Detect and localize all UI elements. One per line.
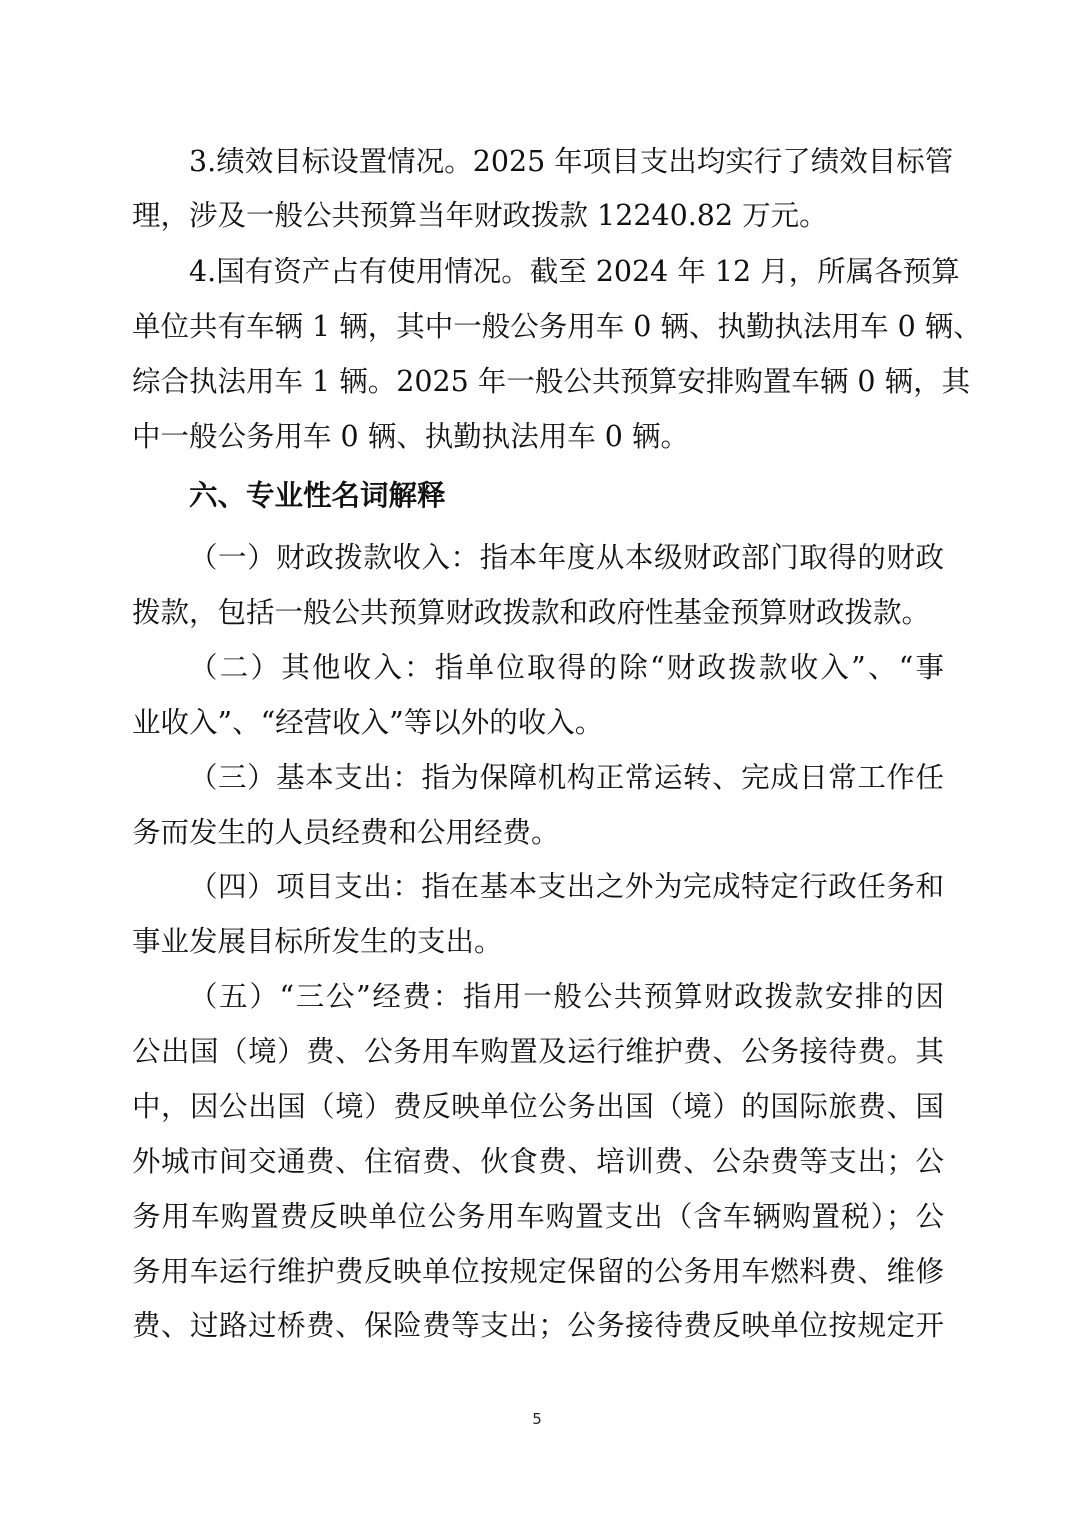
paragraph-line: （四）项目支出：指在基本支出之外为完成特定行政任务和 — [189, 870, 944, 903]
paragraph-line: 拨款，包括一般公共预算财政拨款和政府性基金预算财政拨款。 — [132, 596, 931, 629]
paragraph-line: 中一般公务用车 0 辆、执勤执法用车 0 辆。 — [132, 420, 690, 453]
paragraph-line: 业收入”、“经营收入”等以外的收入。 — [132, 706, 604, 739]
paragraph-line: 公出国（境）费、公务用车购置及运行维护费、公务接待费。其 — [132, 1035, 944, 1068]
paragraph-line: 4.国有资产占有使用情况。截至 2024 年 12 月，所属各预算 — [189, 255, 960, 288]
paragraph-line: 3.绩效目标设置情况。2025 年项目支出均实行了绩效目标管 — [189, 145, 954, 178]
paragraph-line: 务用车运行维护费反映单位按规定保留的公务用车燃料费、维修 — [132, 1255, 944, 1288]
section-heading: 六、专业性名词解释 — [189, 479, 446, 512]
paragraph-line: 中，因公出国（境）费反映单位公务出国（境）的国际旅费、国 — [132, 1090, 944, 1123]
paragraph-line: 务而发生的人员经费和公用经费。 — [132, 816, 560, 849]
paragraph-line: （二）其他收入：指单位取得的除“财政拨款收入”、“事 — [189, 651, 944, 684]
paragraph-line: （五）“三公”经费：指用一般公共预算财政拨款安排的因 — [189, 980, 944, 1013]
paragraph-line: 费、过路过桥费、保险费等支出；公务接待费反映单位按规定开 — [132, 1309, 944, 1342]
paragraph-line: 理，涉及一般公共预算当年财政拨款 12240.82 万元。 — [132, 199, 828, 232]
paragraph-line: 务用车购置费反映单位公务用车购置支出（含车辆购置税）；公 — [132, 1200, 944, 1233]
paragraph-line: 单位共有车辆 1 辆，其中一般公务用车 0 辆、执勤执法用车 0 辆、 — [132, 310, 982, 343]
paragraph-line: （一）财政拨款收入：指本年度从本级财政部门取得的财政 — [189, 541, 944, 574]
paragraph-line: 事业发展目标所发生的支出。 — [132, 925, 503, 958]
paragraph-line: 外城市间交通费、住宿费、伙食费、培训费、公杂费等支出；公 — [132, 1145, 944, 1178]
page-number: 5 — [532, 1410, 542, 1428]
paragraph-line: 综合执法用车 1 辆。2025 年一般公共预算安排购置车辆 0 辆，其 — [132, 365, 971, 398]
paragraph-line: （三）基本支出：指为保障机构正常运转、完成日常工作任 — [189, 761, 944, 794]
